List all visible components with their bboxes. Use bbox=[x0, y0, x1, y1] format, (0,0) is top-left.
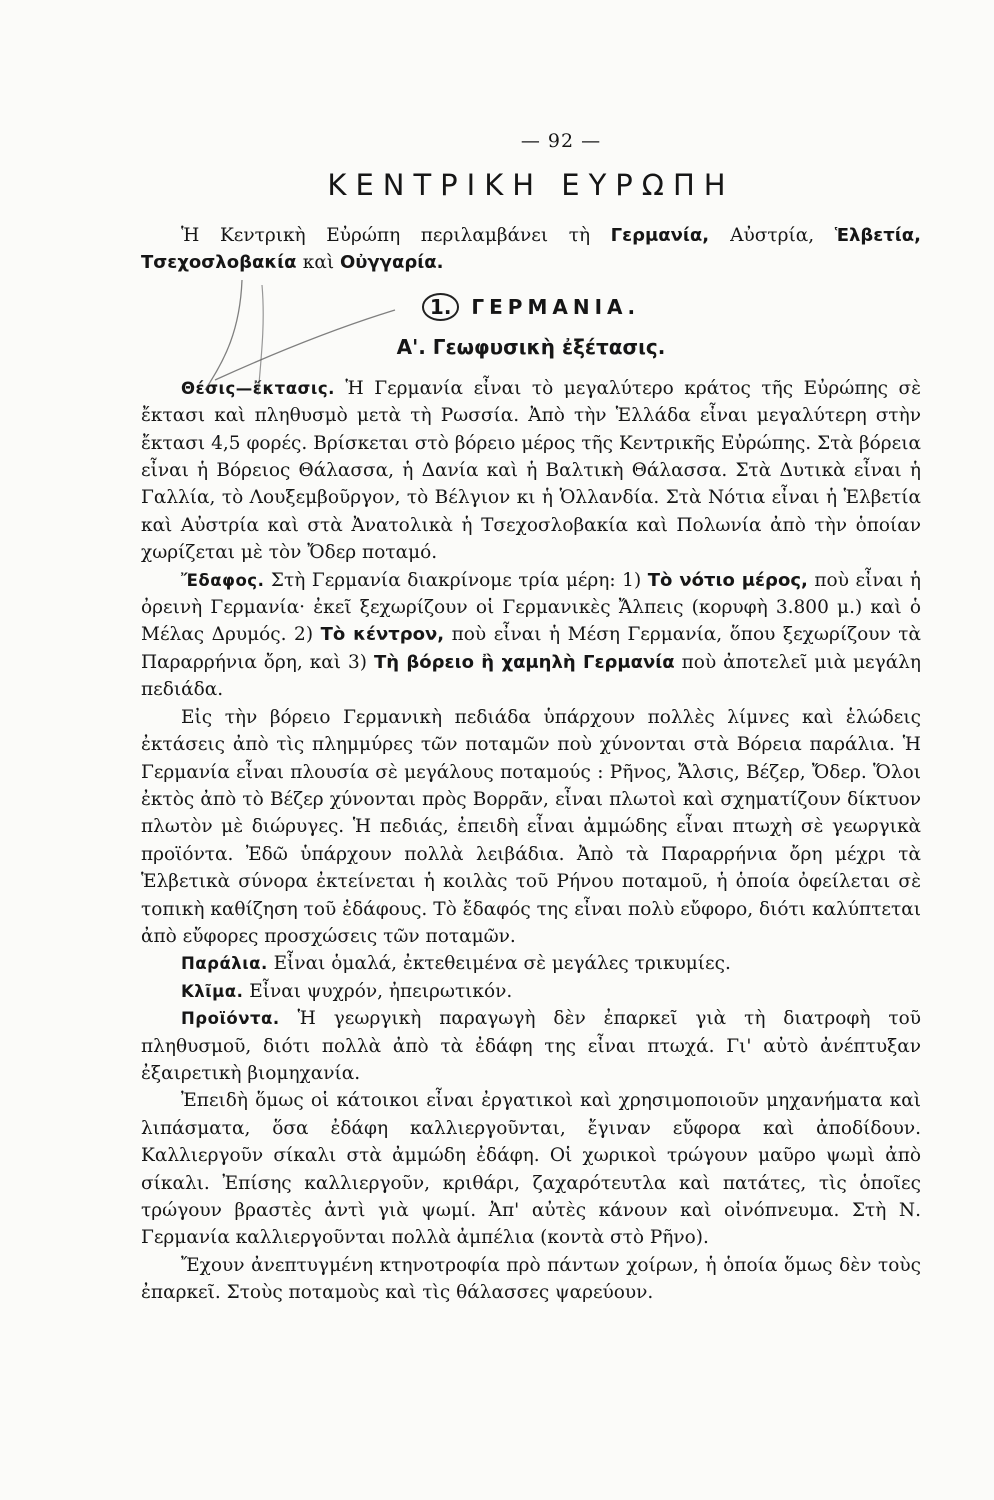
intro-paragraph: Ἡ Κεντρικὴ Εὐρώπη περιλαμβάνει τὴ Γερμανία, Αὐστρία, Ἑλβετία, Τσεχοσλοβακία καὶ Οὐγγαρία. bbox=[141, 225, 921, 274]
section-heading bbox=[141, 293, 921, 321]
paragraph-workers: Ἐπειδὴ ὅμως οἱ κάτοικοι εἶναι ἐργατικοὶ καὶ χρησιμοποιοῦν μηχανήματα καὶ λιπάσματα, ὅσα ἐδάφη καλλιεργοῦνται, ἔγιναν εὔφορα καὶ ἀποδίδουν. Καλλιεργοῦν σίκαλι στὰ ἀμμώδη ἐδάφη. Οἱ χωρικοὶ τρώγουν μαῦρο ψωμὶ ἀπὸ σίκαλι. Ἐπίσης καλλιεργοῦν, κριθάρι, ζαχαρότευτλα καὶ πατάτες, τὶς ὁποῖες τρώγουν βραστὲς ἀντὶ γιὰ ψωμί. Ἀπ' αὐτὲς κάνουν καὶ οἰνόπνευμα. Στὴ Ν. Γερμανία καλλιεργοῦνται πολλὰ ἀμπέλια (κοντὰ στὸ Ρῆνο). bbox=[141, 1090, 921, 1249]
paragraph-label: Κλῖμα. bbox=[181, 981, 244, 1001]
section-title: ΓΕΡΜΑΝΙΑ. bbox=[471, 294, 641, 319]
paragraph-plain: Εἰς τὴν βόρειο Γερμανικὴ πεδιάδα ὑπάρχουν πολλὲς λίμνες καὶ ἑλώδεις ἐκτάσεις ἀπὸ τὶς πλημμύρες τῶν ποταμῶν ποὺ χύνονται στὰ Βόρεια παράλια. Ἡ Γερμανία εἶναι πλουσία σὲ μεγάλους ποταμούς : Ρῆνος, Ἄλσις, Βέζερ, Ὄδερ. Ὅλοι ἐκτὸς ἀπὸ τὸ Βέζερ χύνονται πρὸς Βορρᾶν, εἶναι πλωτοὶ καὶ σχηματίζουν δίκτυον πλωτὸν μὲ διώρυγες. Ἡ πεδιάς, ἐπειδὴ εἶναι ἀμμώδης εἶναι πτωχὴ σὲ γεωργικὰ προϊόντα. Ἐδῶ ὑπάρχουν πολλὰ λειβάδια. Ἀπὸ τὰ Παραρρήνια ὄρη μέχρι τὰ Ἑλβετικὰ σύνορα ἐκτείνεται ἡ κοιλὰς τοῦ Ρήνου ποταμοῦ, ἡ ὁποία ὀφείλεται σὲ τοπικὴ καθίζηση τοῦ ἐδάφους. Τὸ ἔδαφός της εἶναι πολὺ εὔφορο, διότι καλύπτεται ἀπὸ εὔφορες προσχώσεις τῶν ποταμῶν. bbox=[141, 706, 921, 947]
paragraph-label: Προϊόντα. bbox=[181, 1009, 280, 1029]
paragraph-label: Ἔδαφος. bbox=[181, 570, 265, 590]
page-number: — 92 — bbox=[520, 130, 602, 152]
paragraph-position: Θέσις—ἔκτασις. Ἡ Γερμανία εἶναι τὸ μεγαλύτερο κράτος τῆς Εὐρώπης σὲ ἔκτασι καὶ πληθυσμὸ μετὰ τὴ Ρωσσία. Ἀπὸ τὴν Ἑλλάδα εἶναι μεγαλύτερη στὴν ἔκτασι 4,5 φορές. Βρίσκεται στὸ βόρειο μέρος τῆς Κεντρικῆς Εὐρώπης. Στὰ βόρεια εἶναι ἡ Βόρειος Θάλασσα, ἡ Δανία καὶ ἡ Βαλτικὴ Θάλασσα. Στὰ Δυτικὰ εἶναι ἡ Γαλλία, τὸ Λουξεμβοῦργον, τὸ Βέλγιον κι ἡ Ὁλλανδία. Στὰ Νότια εἶναι ἡ Ἑλβετία καὶ Αὐστρία καὶ στὰ Ἀνατολικὰ ἡ Τσεχοσλοβακία καὶ Πολωνία ἀπὸ τὴν ὁποίαν χωρίζεται μὲ τὸν Ὄδερ ποταμό. bbox=[141, 377, 921, 564]
subsection-heading: Α'. Γεωφυσικὴ ἐξέτασις. bbox=[396, 334, 666, 359]
paragraph-coast: Παράλια. Εἶναι ὁμαλά, ἐκτεθειμένα σὲ μεγάλες τρικυμίες. bbox=[181, 953, 731, 975]
paragraph-label: Παράλια. bbox=[181, 954, 268, 974]
paragraph-products: Προϊόντα. Ἡ γεωργικὴ παραγωγὴ δὲν ἐπαρκεῖ γιὰ τὴ διατροφὴ τοῦ πληθυσμοῦ, διότι πολλὰ ἀπὸ τὰ ἐδάφη της εἶναι πτωχά. Γι' αὐτὸ ἀνέπτυξαν ἐξαιρετικὴ βιομηχανία. bbox=[141, 1008, 921, 1084]
book-page bbox=[141, 130, 921, 1307]
chapter-title: ΚΕΝΤΡΙΚΗ ΕΥΡΩΠΗ bbox=[327, 168, 735, 202]
paragraph-label: Θέσις—ἔκτασις. bbox=[181, 378, 335, 398]
section-number: 1. bbox=[422, 293, 460, 321]
paragraph-soil: Ἔδαφος. Στὴ Γερμανία διακρίνομε τρία μέρη: 1) Τὸ νότιο μέρος, ποὺ εἶναι ἡ ὀρεινὴ Γερμανία· ἐκεῖ ξεχωρίζουν οἱ Γερμανικὲς Ἄλπεις (κορυφὴ 3.800 μ.) καὶ ὁ Μέλας Δρυμός. 2) Τὸ κέντρον, ποὺ εἶναι ἡ Μέση Γερμανία, ὅπου ξεχωρίζουν τὰ Παραρρήνια ὄρη, καὶ 3) Τὴ βόρειο ἢ χαμηλὴ Γερμανία ποὺ ἀποτελεῖ μιὰ μεγάλη πεδιάδα. bbox=[141, 569, 921, 701]
paragraph-climate: Κλῖμα. Εἶναι ψυχρόν, ἠπειρωτικόν. bbox=[181, 980, 513, 1002]
paragraph-livestock: Ἔχουν ἀνεπτυγμένη κτηνοτροφία πρὸ πάντων χοίρων, ἡ ὁποία ὅμως δὲν τοὺς ἐπαρκεῖ. Στοὺς ποταμοὺς καὶ τὶς θάλασσες ψαρεύουν. bbox=[141, 1254, 921, 1304]
